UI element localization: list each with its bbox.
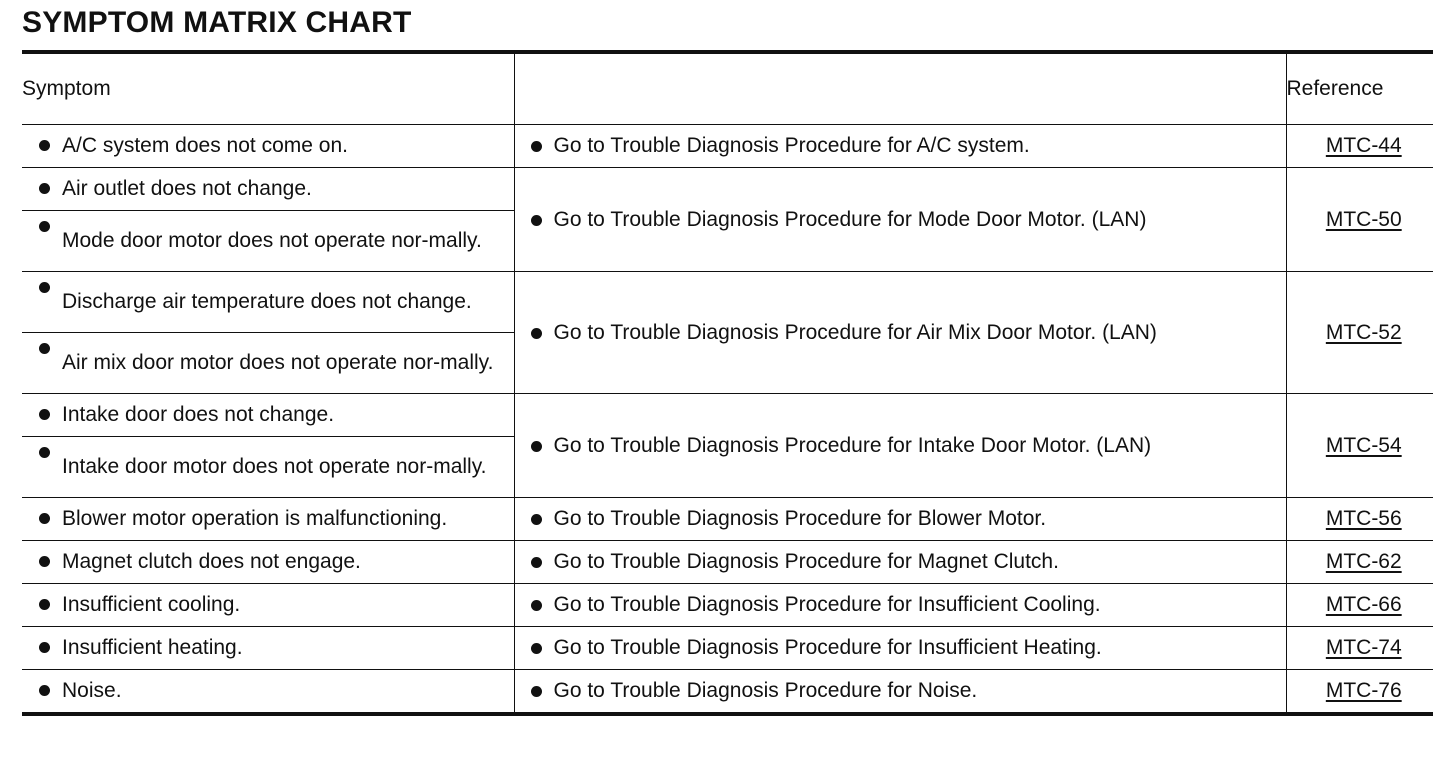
procedure-text: Go to Trouble Diagnosis Procedure for Insufficient Cooling. <box>553 593 1101 616</box>
bullet-icon <box>39 685 50 696</box>
symptom-text: Noise. <box>62 679 122 702</box>
procedure-text: Go to Trouble Diagnosis Procedure for A/C system. <box>553 134 1030 157</box>
symptom-cell <box>22 498 514 541</box>
reference-link[interactable]: MTC-76 <box>1325 679 1402 702</box>
symptom-cell <box>22 670 514 715</box>
procedure-text: Go to Trouble Diagnosis Procedure for Air Mix Door Motor. (LAN) <box>553 320 1157 344</box>
bullet-icon <box>531 514 542 525</box>
procedure-cell <box>514 394 1286 498</box>
procedure-cell <box>514 627 1286 670</box>
bullet-icon <box>531 686 542 697</box>
symptom-cell <box>22 168 514 211</box>
reference-link[interactable]: MTC-44 <box>1325 134 1402 157</box>
bullet-icon <box>39 183 50 194</box>
reference-link[interactable]: MTC-54 <box>1325 433 1402 457</box>
symptom-text: Blower motor operation is malfunctioning. <box>62 507 448 530</box>
reference-link[interactable]: MTC-56 <box>1325 507 1402 530</box>
symptom-cell <box>22 627 514 670</box>
symptom-text: Discharge air temperature does not change. <box>62 290 472 313</box>
reference-cell <box>1286 541 1433 584</box>
bullet-icon <box>39 447 50 458</box>
reference-cell <box>1286 168 1433 272</box>
procedure-text: Go to Trouble Diagnosis Procedure for Blower Motor. <box>553 507 1047 530</box>
procedure-cell <box>514 670 1286 715</box>
table-row <box>22 394 1433 437</box>
symptom-text: Insufficient heating. <box>62 636 243 659</box>
reference-cell <box>1286 498 1433 541</box>
reference-link[interactable]: MTC-74 <box>1325 636 1402 659</box>
procedure-cell <box>514 272 1286 394</box>
bullet-icon <box>39 409 50 420</box>
bullet-icon <box>39 642 50 653</box>
reference-link[interactable]: MTC-66 <box>1325 593 1402 616</box>
symptom-text: Intake door motor does not operate nor-mally. <box>62 455 487 478</box>
bullet-icon <box>531 141 542 152</box>
table-row <box>22 125 1433 168</box>
procedure-text: Go to Trouble Diagnosis Procedure for Intake Door Motor. (LAN) <box>553 433 1152 457</box>
symptom-text: Magnet clutch does not engage. <box>62 550 361 573</box>
bullet-icon <box>531 557 542 568</box>
page-title: SYMPTOM MATRIX CHART <box>22 6 412 39</box>
bullet-icon <box>39 556 50 567</box>
symptom-column-header: Symptom <box>22 52 514 125</box>
procedure-cell <box>514 498 1286 541</box>
bullet-icon <box>39 599 50 610</box>
reference-cell <box>1286 584 1433 627</box>
procedure-text: Go to Trouble Diagnosis Procedure for Insufficient Heating. <box>553 636 1102 659</box>
reference-link[interactable]: MTC-52 <box>1325 320 1402 344</box>
symptom-cell <box>22 394 514 437</box>
symptom-text: Intake door does not change. <box>62 403 335 426</box>
bullet-icon <box>531 600 542 611</box>
bullet-icon <box>39 140 50 151</box>
bullet-icon <box>531 328 542 339</box>
reference-link[interactable]: MTC-50 <box>1325 207 1402 231</box>
procedure-text: Go to Trouble Diagnosis Procedure for Magnet Clutch. <box>553 550 1059 573</box>
reference-column-header: Reference <box>1286 52 1433 125</box>
procedure-cell <box>514 125 1286 168</box>
bullet-icon <box>39 221 50 232</box>
procedure-cell <box>514 168 1286 272</box>
reference-cell <box>1286 627 1433 670</box>
bullet-icon <box>39 343 50 354</box>
procedure-text: Go to Trouble Diagnosis Procedure for Noise. <box>553 679 978 702</box>
table-row <box>22 272 1433 333</box>
symptom-cell <box>22 272 514 333</box>
symptom-text: Air mix door motor does not operate nor-mally. <box>62 351 494 374</box>
table-row <box>22 670 1433 715</box>
bullet-icon <box>531 215 542 226</box>
symptom-cell <box>22 437 514 498</box>
symptom-cell <box>22 211 514 272</box>
procedure-text: Go to Trouble Diagnosis Procedure for Mode Door Motor. (LAN) <box>553 207 1147 231</box>
symptom-text: Mode door motor does not operate nor-mally. <box>62 229 482 252</box>
table-row <box>22 541 1433 584</box>
symptom-cell <box>22 584 514 627</box>
reference-cell <box>1286 394 1433 498</box>
bullet-icon <box>39 513 50 524</box>
table-row <box>22 498 1433 541</box>
reference-link[interactable]: MTC-62 <box>1325 550 1402 573</box>
reference-cell <box>1286 272 1433 394</box>
table-row <box>22 168 1433 211</box>
table-row <box>22 627 1433 670</box>
procedure-column-header <box>514 52 1286 125</box>
symptom-cell <box>22 333 514 394</box>
symptom-text: Insufficient cooling. <box>62 593 241 616</box>
bullet-icon <box>531 643 542 654</box>
table-header-row <box>22 52 1433 125</box>
procedure-cell <box>514 541 1286 584</box>
symptom-cell <box>22 541 514 584</box>
bullet-icon <box>39 282 50 293</box>
symptom-matrix-table <box>22 50 1433 716</box>
bullet-icon <box>531 441 542 452</box>
symptom-text: Air outlet does not change. <box>62 177 312 200</box>
symptom-text: A/C system does not come on. <box>62 134 348 157</box>
symptom-cell <box>22 125 514 168</box>
reference-cell <box>1286 125 1433 168</box>
procedure-cell <box>514 584 1286 627</box>
table-row <box>22 584 1433 627</box>
reference-cell <box>1286 670 1433 715</box>
